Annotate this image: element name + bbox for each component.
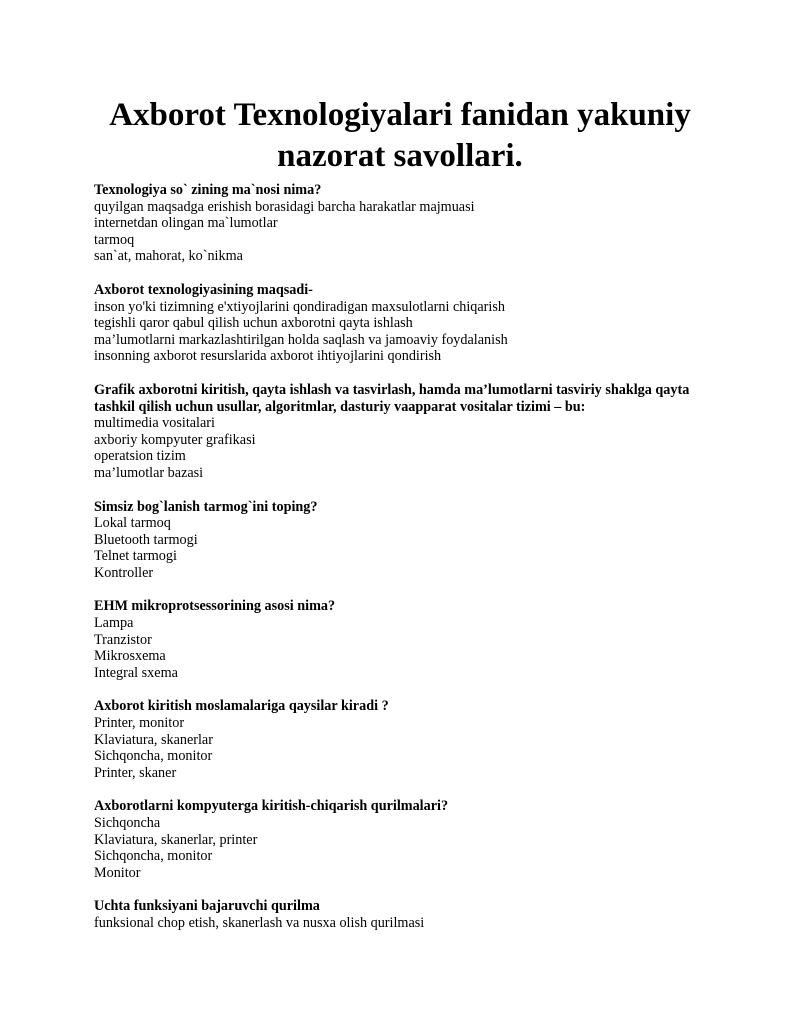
question-block [94,182,714,265]
answer-option: insonning axborot resurslarida axborot ihtiyojlarini qondirish [94,348,442,365]
question-text: Texnologiya so` zining ma`nosi nima? [94,182,322,198]
answer-option: Klaviatura, skanerlar, printer [94,831,258,848]
question-block [94,698,714,781]
question-list [94,182,714,949]
answer-option: Lokal tarmoq [94,515,171,532]
answer-option: Integral sxema [94,664,178,681]
question-block [94,598,714,681]
question-text: Axborot texnologiyasining maqsadi- [94,281,313,298]
question-text: Uchta funksiyani bajaruvchi qurilma [94,898,320,915]
answer-option: multimedia vositalari [94,415,215,432]
answer-option: san`at, mahorat, ko`nikma [94,248,243,265]
answer-option: Kontroller [94,564,154,581]
question-block [94,282,714,365]
answer-option: Sichqoncha, monitor [94,848,213,865]
answer-option: axboriy kompyuter grafikasi [94,431,256,448]
question-text: Axborotlarni kompyuterga kiritish-chiqarish qurilmalari? [94,798,449,815]
answer-option: Mikrosxema [94,648,166,665]
answer-option: operatsion tizim [94,448,186,465]
question-text: Simsiz bog`lanish tarmog`ini toping? [94,498,318,515]
answer-option: Sichqoncha [94,815,161,831]
answer-option: Bluetooth tarmogi [94,531,198,548]
answer-option: funksional chop etish, skanerlash va nusxa olish qurilmasi [94,914,425,931]
answer-option: Telnet tarmogi [94,548,177,565]
answer-option: tegishli qaror qabul qilish uchun axborotni qayta ishlash [94,315,413,332]
question-text: EHM mikroprotsessorining asosi nima? [94,598,336,615]
answer-option: inson yo'ki tizimning e'xtiyojlarini qondiradigan maxsulotlarni chiqarish [94,298,505,315]
answer-option: internetdan olingan ma`lumotlar [94,215,278,232]
question-block [94,499,714,582]
answer-option: quyilgan maqsadga erishish borasidagi barcha harakatlar majmuasi [94,198,475,215]
question-block [94,898,714,931]
answer-option: Sichqoncha, monitor [94,748,213,765]
question-block [94,798,714,881]
question-text: Grafik axborotni kiritish, qayta ishlash va tasvirlash, hamda ma’lumotlarni tasviriy shaklga qayta tashkil qilish uchun usullar, algoritmlar, dasturiy vaapparat vositalar tizimi – bu: [94,381,690,415]
answer-option: ma’lumotlarni markazlashtirilgan holda saqlash va jamoaviy foydalanish [94,331,508,348]
answer-option: Lampa [94,615,134,632]
answer-option: Klaviatura, skanerlar [94,731,213,748]
answer-option: ma’lumotlar bazasi [94,464,204,481]
question-block [94,382,714,482]
page-title: Axborot Texnologiyalari fanidan yakuniy nazorat savollari. [109,97,691,174]
question-text: Axborot kiritish moslamalariga qaysilar kiradi ? [94,698,389,715]
answer-option: Monitor [94,864,141,881]
answer-option: Printer, skaner [94,764,177,781]
answer-option: Tranzistor [94,631,152,648]
answer-option: tarmoq [94,231,135,248]
answer-option: Printer, monitor [94,715,185,732]
